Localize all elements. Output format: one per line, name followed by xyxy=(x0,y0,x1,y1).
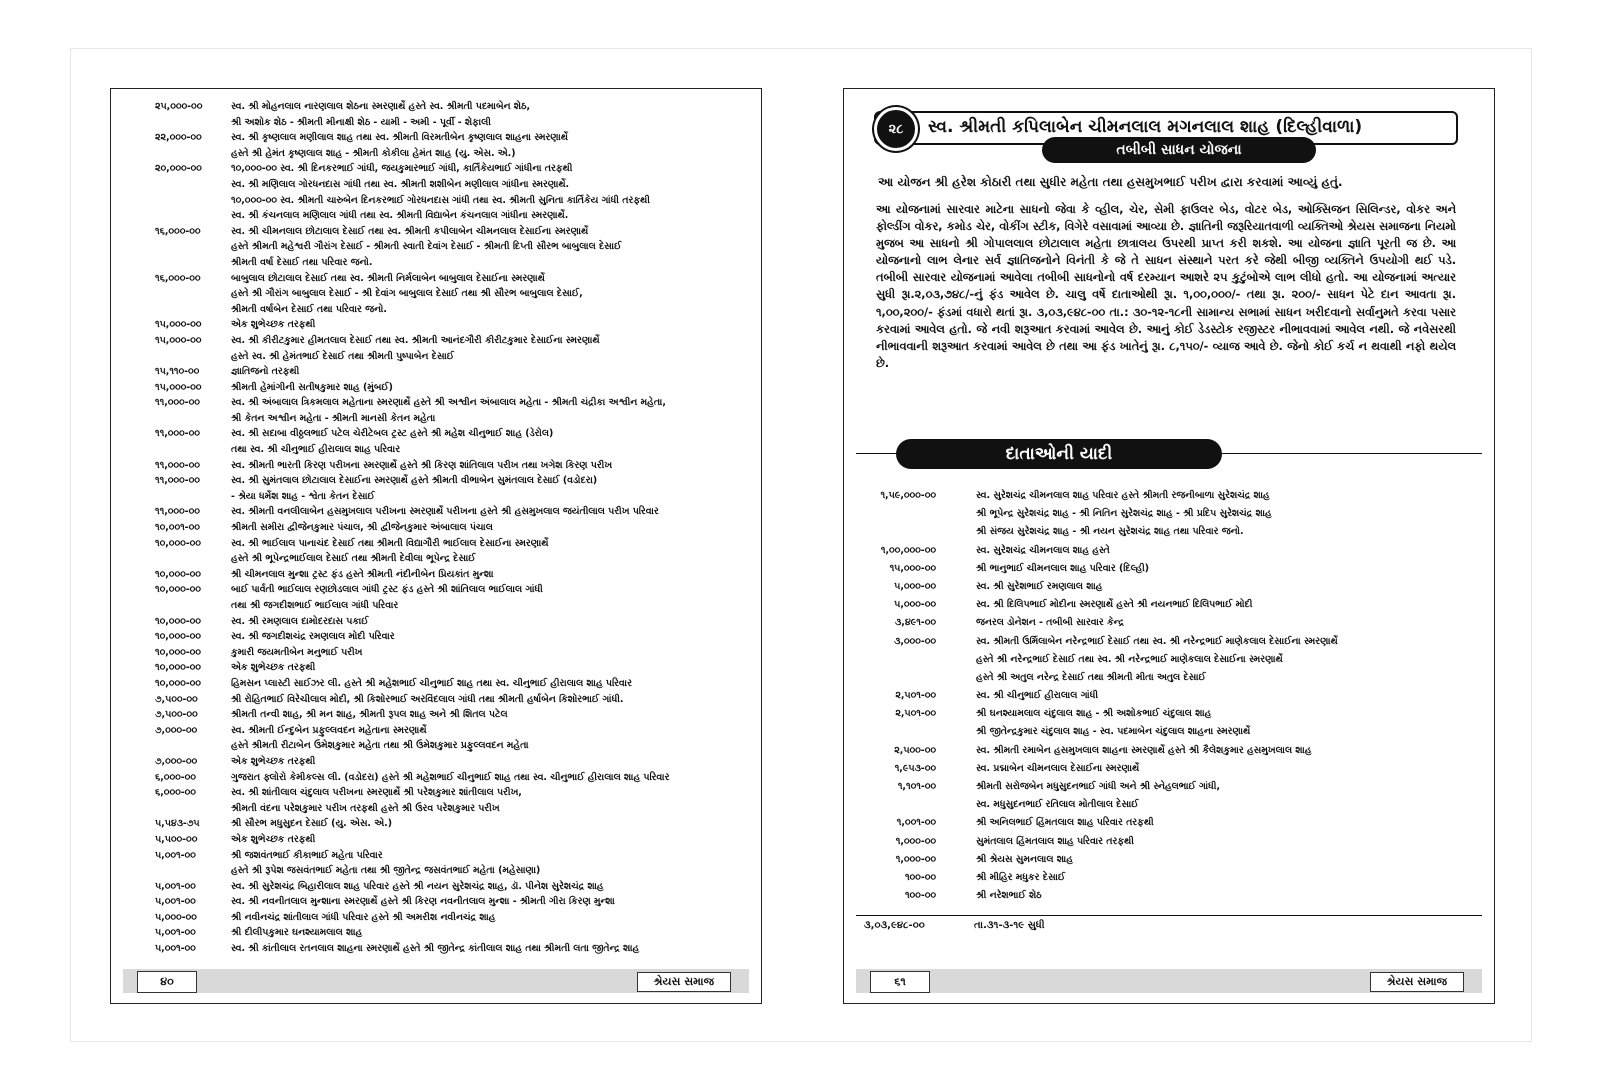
donor-text: હસ્તે શ્રીમતી રીટાબેન ઉમેશકુમાર મહેતા તથા શ્રી ઉમેશકુમાર પ્રફુલ્લવદન મહેતા xyxy=(231,740,529,752)
donation-row xyxy=(125,770,749,786)
donation-row xyxy=(125,692,749,708)
donation-row xyxy=(858,705,1480,723)
donation-row xyxy=(125,271,749,287)
donation-amount: ૫,૦૦૧-૦૦ xyxy=(155,896,196,908)
donation-row xyxy=(125,333,749,349)
donor-text: એક શુભેચ્છક તરફથી xyxy=(231,662,316,674)
donor-text: સ્વ. શ્રીમતી રમાબેન હસમુખલાલ શાહના સ્મરણાર્થે હસ્તે શ્રી કૈલેશકુમાર હસમુખલાલ શાહ xyxy=(976,744,1312,756)
donor-text: હસ્તે શ્રી રૂપેશ જસવંતભાઈ મહેતા તથા શ્રી જીતેન્દ્ર જસવંતભાઈ મહેતા (મહેસાણા) xyxy=(231,865,541,877)
donor-text: તથા શ્રી જગદીશભાઈ ભાઈલાલ ગાંધી પરિવાર xyxy=(231,600,399,611)
donor-text: હસ્તે શ્રી નરેન્દ્રભાઈ દેસાઈ તથા સ્વ. શ્રી નરેન્દ્રભાઈ માણેકલાલ દેસાઈના સ્મરણાર્થે xyxy=(976,653,1283,665)
donor-text: શ્રી શ્રેયસ સુમનલાલ શાહ xyxy=(976,853,1073,865)
donation-amount: ૩,૪૯૧-૦૦ xyxy=(895,617,936,629)
donor-text: સ્વ. શ્રી અંબાલાલ ત્રિકમલાલ મહેતાના સ્મરણાર્થે હસ્તે શ્રી અશ્વીન અંબાલાલ મહેતા - શ્રીમતી ચંદ્રીકા અશ્વીન મહેતા, xyxy=(231,397,666,409)
donor-text: એક શુભેચ્છક તરફથી xyxy=(231,319,316,331)
donation-amount: ૧૦,૦૦૦-૦૦ xyxy=(155,584,201,596)
donor-text: શ્રી ચીમનલાલ મુન્શા ટ્રસ્ટ ફંડ હસ્તે શ્રીમતી નંદીનીબેન પ્રિયકાંત મુન્શા xyxy=(231,568,494,580)
donation-amount: ૧૧,૦૦૦-૦૦ xyxy=(155,475,200,487)
donation-row xyxy=(125,738,749,754)
donation-row xyxy=(125,411,749,427)
donor-text: સ્વ. શ્રી ચીમનલાલ છોટાલાલ દેસાઈ તથા સ્વ. શ્રીમતી કપીલાબેન ચીમનલાલ દેસાઈના સ્મરણાર્થે xyxy=(231,225,589,237)
donor-text: શ્રીમતી સરોજબેન મધુસુદનભાઈ ગાંધી અને શ્રી સ્નેહલભાઈ ગાંધી, xyxy=(976,781,1221,792)
donation-amount xyxy=(125,208,231,224)
donation-amount: ૧૧,૦૦૦-૦૦ xyxy=(155,459,200,471)
donation-amount: ૧૦,૦૦૦-૦૦ xyxy=(155,631,201,643)
donor-text: શ્રીમતી વંદના પરેશકુમાર પરીખ તરફથી હસ્તે શ્રી ઉરવ પરેશકુમાર પરીખ xyxy=(231,802,500,814)
donation-row xyxy=(125,910,749,926)
donation-amount xyxy=(858,723,966,741)
donor-text: શ્રી દીલીપકુમાર ઘનશ્યામલાલ શાહ xyxy=(231,927,363,939)
donation-amount: ૭,૫૦૦-૦૦ xyxy=(155,709,198,721)
donor-text: ૧૦,૦૦૦-૦૦ સ્વ. શ્રીમતી ચારુબેન દિનકરભાઈ ગોરધનદાસ ગાંધી તથા સ્વ. શ્રીમતી સુનિતા કાર્તિકેય ગાંધી તરફથી xyxy=(231,194,650,206)
donor-text: સ્વ. પ્રદ્માબેન ચીમનલાલ દેસાઈના સ્મરણાર્થે xyxy=(976,762,1140,774)
donation-row xyxy=(858,669,1480,687)
left-donation-list xyxy=(125,99,749,957)
donation-row xyxy=(125,504,749,520)
donation-row xyxy=(125,520,749,536)
magazine-name: શ્રેયસ સમાજ xyxy=(637,972,732,992)
donor-text: શ્રીમતી તન્વી શાહ, શ્રી મન શાહ, શ્રીમતી રૂપલ શાહ અને શ્રી શિતલ પટેલ xyxy=(231,709,508,721)
donation-row xyxy=(125,801,749,817)
donor-text: તથા સ્વ. શ્રી ચીનુભાઈ હીરાલાલ શાહ પરિવાર xyxy=(231,444,401,456)
magazine-name: શ્રેયસ સમાજ xyxy=(1370,972,1465,992)
donation-row xyxy=(125,130,749,146)
donation-amount: ૨,૫૦૧-૦૦ xyxy=(895,690,936,702)
donation-row xyxy=(125,925,749,941)
donation-row xyxy=(858,633,1480,651)
donation-row xyxy=(125,785,749,801)
donor-text: હસ્તે શ્રી અતુલ નરેન્દ્ર દેસાઈ તથા શ્રીમતી મીતા અતુલ દેસાઈ xyxy=(976,671,1206,683)
donation-amount xyxy=(125,349,231,365)
donor-text: સુમંતલાલ હિંમતલાલ શાહ પરિવાર તરફથી xyxy=(976,835,1134,847)
donation-row xyxy=(858,614,1480,632)
donation-amount: ૧૦,૦૦૦-૦૦ xyxy=(155,662,201,674)
donation-row xyxy=(125,146,749,162)
donation-row xyxy=(858,723,1480,741)
donor-text: બાબુલાલ છોટાલાલ દેસાઈ તથા સ્વ. શ્રીમતી નિર્મલાબેન બાબુલાલ દેસાઈના સ્મરણાર્થે xyxy=(231,272,545,284)
donation-amount: ૧૫,૦૦૦-૦૦ xyxy=(155,319,202,331)
donation-amount: ૧૦,૦૦૧-૦૦ xyxy=(155,522,200,534)
donor-text: સ્વ. શ્રી ચીનુભાઈ હીરાલાલ ગાંધી xyxy=(976,690,1099,702)
donation-row xyxy=(125,645,749,661)
donor-text: સ્વ. શ્રી કંચનલાલ મણિલાલ ગાંધી તથા સ્વ. શ્રીમતી વિદ્યાબેન કંચનલાલ ગાંધીના સ્મરણાર્થે. xyxy=(231,210,569,222)
donation-amount xyxy=(125,863,231,879)
donation-amount xyxy=(858,523,966,541)
donation-row xyxy=(858,760,1480,778)
donation-amount xyxy=(858,651,966,669)
donor-text: સ્વ. શ્રી નવનીતલાલ મુન્શાના સ્મરણાર્થે હસ્તે શ્રી કિરણ નવનીતલાલ મુન્શા - શ્રીમતી ગીરા કિરણ મુન્શા xyxy=(231,896,615,908)
donor-text: સ્વ. શ્રી કૃષ્ણલાલ મણીલાલ શાહ તથા સ્વ. શ્રીમતી વિરમતીબેન કૃષ્ણલાલ શાહના સ્મરણાર્થે xyxy=(231,132,568,144)
donor-text: ૧૦,૦૦૦-૦૦ સ્વ. શ્રી દિનકરભાઈ ગાંધી, જયકુમારભાઈ ગાંધી, કાર્તિકેયભાઈ ગાંધીના તરફથી xyxy=(231,163,573,175)
donation-row xyxy=(125,115,749,131)
donation-row xyxy=(858,778,1480,796)
donation-row xyxy=(125,676,749,692)
donor-text: હસ્તે શ્રી ગૌરાંગ બાબુલાલ દેસાઈ - શ્રી દેવાંગ બાબુલાલ દેસાઈ તથા શ્રી સૌરભ બાબુલાલ દેસાઈ, xyxy=(231,288,583,300)
donation-amount xyxy=(125,255,231,271)
donation-row xyxy=(858,687,1480,705)
donation-amount xyxy=(125,801,231,817)
donation-amount: ૨૦,૦૦૦-૦૦ xyxy=(155,163,202,175)
scheme-title: સ્વ. શ્રીમતી કપિલાબેન ચીમનલાલ મગનલાલ શાહ (દિલ્હીવાળા) xyxy=(928,117,1363,137)
donation-amount: ૧૬,૦૦૦-૦૦ xyxy=(155,225,201,237)
donation-row xyxy=(125,816,749,832)
donor-text: હિમસન પ્લાસ્ટી સાઈઝર લી. હસ્તે શ્રી મહેશભાઈ ચીનુભાઈ શાહ તથા સ્વ. ચીનુભાઈ હીરાલાલ શાહ પરિવાર xyxy=(231,677,632,689)
donation-row xyxy=(125,458,749,474)
donation-row xyxy=(125,161,749,177)
donation-row xyxy=(858,742,1480,760)
donation-amount: ૧૫,૦૦૦-૦૦ xyxy=(155,381,202,393)
donation-row xyxy=(125,848,749,864)
donation-amount: ૧,૫૯,૦૦૦-૦૦ xyxy=(880,490,936,501)
donor-text: જ્ઞાતિજનો તરફથી xyxy=(231,366,300,378)
donor-text: સ્વ. શ્રી સુમંતલાલ છોટાલાલ દેસાઈના સ્મરણાર્થે હસ્તે શ્રીમતી વીભાબેન સુમંતલાલ દેસાઈ (વડોદરા) xyxy=(231,475,598,487)
total-amount: ૩,૦૩,૯૪૮-૦૦ xyxy=(864,920,925,931)
donor-text: હસ્તે શ્રી હેમંત કૃષ્ણલાલ શાહ - શ્રીમતી કોકીલા હેમંત શાહ (યુ. એસ. એ.) xyxy=(231,147,516,159)
donation-row xyxy=(858,651,1480,669)
donor-text: શ્રીમતી વર્ષાબેન દેસાઈ તથા પરિવાર જનો. xyxy=(231,303,387,315)
donor-text: શ્રી ભૂપેન્દ્ર સુરેશચંદ્ર શાહ - શ્રી નિતિન સુરેશચંદ્ર શાહ - શ્રી પ્રદિપ સુરેશચંદ્ર શાહ xyxy=(976,508,1272,520)
donation-amount: ૧૧,૦૦૦-૦૦ xyxy=(155,428,200,440)
donation-row xyxy=(125,536,749,552)
donor-text: એક શુભેચ્છક તરફથી xyxy=(231,833,316,845)
donation-amount: ૫,૦૦૦-૦૦ xyxy=(894,599,936,611)
scheme-subtitle: તબીબી સાધન યોજના xyxy=(1042,137,1316,163)
right-footer xyxy=(856,969,1482,993)
donation-amount: ૨૨,૦૦૦-૦૦ xyxy=(155,132,202,144)
donor-text: સ્વ. શ્રીમતી ઉર્મિલાબેન નરેન્દ્રભાઈ દેસાઈ તથા સ્વ. શ્રી નરેન્દ્રભાઈ માણેકલાલ દેસાઈના સ્મરણાર્થે xyxy=(976,635,1338,647)
donation-amount xyxy=(125,302,231,318)
donor-text: ગુજરાત ફ્લોરો કેમીકલ્સ લી. (વડોદરા) હસ્તે શ્રી મહેશભાઈ ચીનુભાઈ શાહ તથા સ્વ. ચીનુભાઈ હીરાલાલ શાહ પરિવાર xyxy=(231,771,670,783)
page-number: ૬૧ xyxy=(870,971,930,993)
donor-text: શ્રી રોહિતભાઈ વિરેચીલાલ મોદી, શ્રી કિશોરભાઈ અરવિંદલાલ ગાંધી તથા શ્રીમતી હર્ષાબેન કિશોરભાઈ ગાંધી. xyxy=(231,693,624,705)
donation-amount: ૧,૦૦૧-૦૦ xyxy=(896,817,936,829)
donation-amount xyxy=(125,411,231,427)
total-label: તા.૩૧-૩-૧૯ સુધી xyxy=(974,920,1045,931)
donor-text: સ્વ. શ્રી દિલિપભાઈ મોદીના સ્મરણાર્થે હસ્તે શ્રી નયનભાઈ દિલિપભાઈ મોદી xyxy=(976,599,1253,611)
donation-row xyxy=(125,614,749,630)
donation-amount: ૭,૦૦૦-૦૦ xyxy=(155,724,198,736)
donation-row xyxy=(125,395,749,411)
donation-row xyxy=(125,629,749,645)
donation-row xyxy=(125,349,749,365)
donation-row xyxy=(125,302,749,318)
donation-amount: ૨૫,૦૦૦-૦૦ xyxy=(155,101,203,112)
donation-row xyxy=(125,239,749,255)
donation-row xyxy=(125,224,749,240)
donation-row xyxy=(125,380,749,396)
donation-amount xyxy=(858,669,966,687)
donation-row xyxy=(125,208,749,224)
donor-text: સ્વ. શ્રી ભાઈલાલ પાનાચંદ દેસાઈ તથા શ્રીમતી વિદ્યાગૌરી ભાઈલાલ દેસાઈના સ્મરણાર્થે xyxy=(231,537,549,549)
donation-amount: ૧,૦૦૦-૦૦ xyxy=(895,835,936,847)
donation-amount xyxy=(125,442,231,458)
donor-text: સ્વ. શ્રી મોહનલાલ નારણલાલ શેઠના સ્મરણાર્થે હસ્તે સ્વ. શ્રીમતી પદમાબેન શેઠ, xyxy=(231,101,531,112)
donation-row xyxy=(858,505,1480,523)
donation-amount xyxy=(125,489,231,505)
donor-text: સ્વ. શ્રીમતી ઈન્દુબેન પ્રફુલ્લવદન મહેતાના સ્મરણાર્થે xyxy=(231,724,427,736)
donor-text: એક શુભેચ્છક તરફથી xyxy=(231,755,316,767)
donation-row xyxy=(125,286,749,302)
donation-row xyxy=(858,560,1480,578)
donation-amount: ૧૦,૦૦૦-૦૦ xyxy=(155,646,201,658)
donor-text: હસ્તે સ્વ. શ્રી હેમંતભાઈ દેસાઈ તથા શ્રીમતી પુષ્પાબેન દેસાઈ xyxy=(231,350,454,362)
donor-text: સ્વ. સુરેશચંદ્ર ચીમનલાલ શાહ હસ્તે xyxy=(976,544,1110,556)
donation-row xyxy=(125,551,749,567)
donor-text: સ્વ. શ્રી જગદીશચંદ્ર રમણલાલ મોદી પરિવાર xyxy=(231,631,395,643)
donor-text: હસ્તે શ્રી ભૂપેન્દ્રભાઈલાલ દેસાઈ તથા શ્રીમતી દેવીલા ભૂપેન્દ્ર દેસાઈ xyxy=(231,553,476,565)
donation-amount: ૫,૫૦૦-૦૦ xyxy=(155,833,198,845)
donation-row xyxy=(125,317,749,333)
donor-text: શ્રી મીહિર મધુકર દેસાઈ xyxy=(976,871,1066,883)
donation-row xyxy=(858,814,1480,832)
donor-text: શ્રીમતી સમીરા દ્વીજેનકુમાર પંચાલ, શ્રી દ્વીજેનકુમાર અંબાલાલ પંચાલ xyxy=(231,522,493,534)
donation-amount xyxy=(125,286,231,302)
donation-amount: ૫,૦૦૧-૦૦ xyxy=(155,943,196,955)
donation-amount: ૬,૦૦૦-૦૦ xyxy=(155,771,196,783)
donor-text: સ્વ. સુરેશચંદ્ર ચીમનલાલ શાહ પરિવાર હસ્તે શ્રીમતી રજનીબાળા સુરેશચંદ્ર શાહ xyxy=(976,490,1270,501)
donation-row xyxy=(125,177,749,193)
donation-amount: ૫,૫૪૩-૭૫ xyxy=(155,818,200,830)
donation-amount: ૧૬,૦૦૦-૦૦ xyxy=(155,272,201,284)
donor-text: શ્રી સૌરભ મધુસુદન દેસાઈ (યુ. એસ. એ.) xyxy=(231,818,392,830)
donation-amount: ૬,૦૦૦-૦૦ xyxy=(155,787,196,799)
donor-text: સ્વ. શ્રીમતી ભારતી કિરણ પરીખના સ્મરણાર્થે હસ્તે શ્રી કિરણ શાંતિલાલ પરીખ તથા ખગેશ કિરણ પરીખ xyxy=(231,459,613,471)
donor-text: સ્વ. શ્રી સુરેશચંદ્ર બિહારીલાલ શાહ પરિવાર હસ્તે શ્રી નયન સુરેશચંદ્ર શાહ, ડૉ. પીનેશ સુરેશચંદ્ર શાહ xyxy=(231,880,604,892)
donation-amount: ૧૦,૦૦૦-૦૦ xyxy=(155,615,201,627)
donation-amount: ૧૧,૦૦૦-૦૦ xyxy=(155,506,200,518)
donation-amount: ૧,૯૫૩-૦૦ xyxy=(894,762,936,774)
donors-heading: દાતાઓની યાદી xyxy=(896,439,1222,469)
scheme-description: આ યોજનામાં સારવાર માટેના સાધનો જેવા કે વ્હીલ, ચેર, સેમી ફાઉલર બેડ, વોટર બેડ, ઓક્સિજન સિલિન્ડર, વોકર અને ફોલ્ડીંગ વોકર, કમોડ ચેર, વોકીંગ સ્ટીક, વિગેરે વસાવામાં આવ્યા છે. જ્ઞાતિની જરૂરિયાતવાળી વ્યક્તિઓ શ્રેયસ સમાજના નિયમો મુજબ આ સાધનો શ્રી ગોપાલલાલ છોટાલાલ મહેતા છાત્રાલય ઉપરથી પ્રાપ્ત કરી શકશે. આ યોજના જ્ઞાતિ પૂરતી જ છે. આ યોજનાનો લાભ લેનાર સર્વ જ્ઞાતિજનોને વિનંતી કે જે તે સાધન સંસ્થાને પરત કરે જેથી બીજી વ્યક્તિને ઉપયોગી થઈ પડે. તબીબી સારવાર યોજનામાં આવેલા તબીબી સાધનોનો વર્ષ દરમ્યાન આશરે ૨૫ કુટુંબોએ લાભ લીધો હતો. આ યોજનામાં અત્યાર સુધી રૂા.૨,૦૩,૭૪૮/-નું ફંડ આવેલ છે. ચાલુ વર્ષે દાતાઓથી રૂા. ૧,૦૦,૦૦૦/- તથા રૂા. ૨૦૦/- સાધન પેટે દાન આવતા રૂા. ૧,૦૦,૨૦૦/- ફંડમાં વધારો થતાં રૂા. ૩,૦૩,૯૪૮-૦૦ તા.: ૩૦-૧૨-૧૮ની સામાન્ય સભામાં સાધન ખરીદવાનો સર્વાનુમતે કરવા પસાર કરવામાં આવેલ હતો. જે નવી શરૂઆત કરવામાં આવેલ છે. આનું કોઈ ડેડસ્ટોક રજીસ્ટર નીભાવવામાં આવેલ નથી. જે નવેસરથી નીભાવવાની શરૂઆત કરવામાં આવેલ છે તથા આ ફંડ ખાતેનું રૂા. ૮,૧૫૦/- વ્યાજ આવે છે. જેનો કોઈ કર્ચ ન થવાથી નફો થયેલ છે. xyxy=(876,203,1456,370)
left-footer xyxy=(123,969,749,993)
donor-text: હસ્તે શ્રીમતી મહેશ્વરી ગૌરાંગ દેસાઈ - શ્રીમતી સ્વાતી દેવાંગ દેસાઈ - શ્રીમતી દિપ્તી સૌરભ બાબુલાલ દેસાઈ xyxy=(231,241,622,253)
donor-text: સ્વ. શ્રી રમણલાલ દામોદરદાસ પકાઈ xyxy=(231,615,369,627)
donor-text: સ્વ. શ્રી શાંતીલાલ ચંદુલાલ પરીખના સ્મરણાર્થે શ્રી પરેશકુમાર શાંતીલાલ પરીખ, xyxy=(231,787,522,799)
donor-text: સ્વ. શ્રી કીરીટકુમાર હીમતલાલ દેસાઈ તથા સ્વ. શ્રીમતી આનંદગૌરી કીરીટકુમાર દેસાઈના સ્મરણાર્થે xyxy=(231,334,600,346)
donation-row xyxy=(125,193,749,209)
donation-row xyxy=(125,863,749,879)
donor-text: સ્વ. શ્રી મણિલાલ ગોરધનદાસ ગાંધી તથા સ્વ. શ્રીમતી શશીબેન મણીલાલ ગાંધીના સ્મરણાર્થે. xyxy=(231,178,570,190)
donation-amount: ૨,૫૦૦-૦૦ xyxy=(894,744,936,756)
donation-amount xyxy=(858,796,966,814)
donation-row xyxy=(125,364,749,380)
donor-text: શ્રી અનિલભાઈ હિંમતલાલ શાહ પરિવાર તરફથી xyxy=(976,817,1154,829)
donation-row xyxy=(858,869,1480,887)
donor-text: - શ્રેયા ધર્મેશ શાહ - શ્વેતા કેતન દેસાઈ xyxy=(231,490,375,502)
donation-amount: ૩,૦૦૦-૦૦ xyxy=(894,635,936,647)
donor-text: શ્રી નરેશભાઈ શેઠ xyxy=(976,890,1042,902)
donor-text: શ્રીમતી વર્ષા દેસાઈ તથા પરિવાર જનો. xyxy=(231,256,373,268)
donation-row xyxy=(858,596,1480,614)
donation-amount: ૧૦,૦૦૦-૦૦ xyxy=(155,677,201,689)
donation-row xyxy=(125,426,749,442)
donor-text: શ્રીમતી હેમાંગીની સતીષકુમાર શાહ (મુંબઈ) xyxy=(231,381,393,393)
donor-text: સ્વ. શ્રીમતી વનલીલાબેન હસમુખલાલ પરીખના સ્મરણાર્થે પરીખના હસ્તે શ્રી હસમુખલાલ જયંતીલાલ પરીખ પરિવાર xyxy=(231,506,659,518)
donation-row xyxy=(125,723,749,739)
donation-amount xyxy=(125,146,231,162)
donation-row xyxy=(125,879,749,895)
donation-amount: ૧૫,૦૦૦-૦૦ xyxy=(155,334,202,346)
donor-text: શ્રી નવીનચંદ્ર શાંતીલાલ ગાંધી પરિવાર હસ્તે શ્રી અમરીશ નવીનચંદ્ર શાહ xyxy=(231,911,496,923)
donor-text: શ્રી ઘનશ્યામલાલ ચંદુલાલ શાહ - શ્રી અશોકભાઈ ચંદુલાલ શાહ xyxy=(976,708,1212,720)
donation-amount xyxy=(125,177,231,193)
donation-amount xyxy=(125,239,231,255)
donation-amount xyxy=(125,115,231,131)
donor-text: જનરલ ડોનેશન - તબીબી સારવાર કેન્દ્ર xyxy=(976,617,1124,629)
donation-amount: ૫,૦૦૧-૦૦ xyxy=(155,927,196,939)
donor-text: શ્રી ભાનુભાઈ ચીમનલાલ શાહ પરિવાર (દિલ્હી) xyxy=(976,562,1150,574)
donation-row xyxy=(125,660,749,676)
donation-amount: ૧૦,૦૦૦-૦૦ xyxy=(155,537,201,549)
donor-text: કુમારી જયમતીબેન મનુભાઈ પરીખ xyxy=(231,646,363,658)
scheme-number-badge: ૨૮ xyxy=(874,107,918,151)
left-page xyxy=(110,88,762,1004)
donation-amount: ૨,૫૦૧-૦૦ xyxy=(895,708,936,720)
donation-amount xyxy=(125,551,231,567)
donation-amount: ૧,૦૦,૦૦૦-૦૦ xyxy=(880,544,936,556)
donation-row xyxy=(858,796,1480,814)
donation-row xyxy=(858,833,1480,851)
donor-text: બાઈ પાર્વતી ભાઈલાલ રણછોડલાલ ગાંધી ટ્રસ્ટ ફંડ હસ્તે શ્રી શાંતિલાલ ભાઈલાલ ગાંધી xyxy=(231,584,543,596)
donor-text: શ્રી સંજય સુરેશચંદ્ર શાહ - શ્રી નયન સુરેશચંદ્ર શાહ તથા પરિવાર જનો. xyxy=(976,526,1244,538)
donation-row xyxy=(858,487,1480,505)
donor-text: સ્વ. શ્રી કાંતીલાલ રતનલાલ શાહના સ્મરણાર્થે હસ્તે શ્રી જીતેન્દ્ર કાંતીલાલ શાહ તથા શ્રીમતી લતા જીતેન્દ્ર શાહ xyxy=(231,943,640,955)
donation-row xyxy=(125,473,749,489)
donation-amount: ૧૫,૧૧૦-૦૦ xyxy=(155,366,200,378)
donor-text: શ્રી જશવંતભાઈ કીકાભાઈ મહેતા પરિવાર xyxy=(231,849,383,861)
donor-text: શ્રી કેતન અશ્વીન મહેતા - શ્રીમતી માનસી કેતન મહેતા xyxy=(231,412,436,424)
donation-row xyxy=(125,567,749,583)
donation-amount: ૧૦,૦૦૦-૦૦ xyxy=(155,568,201,580)
donor-text: સ્વ. મધુસુદનભાઈ રતિલાલ મોતીલાલ દેસાઈ xyxy=(976,799,1139,811)
donation-row xyxy=(125,489,749,505)
donation-row xyxy=(125,894,749,910)
donation-row xyxy=(858,578,1480,596)
donation-row xyxy=(858,851,1480,869)
total-row xyxy=(856,915,1482,931)
donation-amount xyxy=(125,193,231,209)
donation-row xyxy=(125,442,749,458)
donation-row xyxy=(125,255,749,271)
donation-row xyxy=(125,598,749,614)
donation-row xyxy=(125,707,749,723)
donation-amount: ૧૦૦-૦૦ xyxy=(904,871,936,883)
donation-row xyxy=(858,887,1480,905)
donation-amount: ૭,૫૦૦-૦૦ xyxy=(155,693,198,705)
lead-sentence: આ યોજન શ્રી હરેશ કોઠારી તથા સુધીર મહેતા તથા હસમુખભાઈ પરીખ દ્વારા કરવામાં આવ્યું હતું. xyxy=(878,175,1343,189)
donation-amount: ૧૦૦-૦૦ xyxy=(904,890,936,902)
donation-row xyxy=(858,542,1480,560)
donation-row xyxy=(125,582,749,598)
donor-text: શ્રી જીતેન્દ્રકુમાર ચંદુલાલ શાહ - સ્વ. પદમાબેન ચંદુલાલ શાહના સ્મરણાર્થે xyxy=(976,726,1251,738)
donation-row xyxy=(125,99,749,115)
page-number: ૪૦ xyxy=(137,971,197,993)
donation-amount: ૧૫,૦૦૦-૦૦ xyxy=(889,562,936,574)
donation-amount: ૭,૦૦૦-૦૦ xyxy=(155,755,198,767)
right-page xyxy=(843,88,1495,1004)
donor-text: શ્રી અશોક શેઠ - શ્રીમતી મીનાક્ષી શેઠ - યામી - અમી - પૂર્વી - શેફાલી xyxy=(231,116,491,128)
donation-row xyxy=(125,832,749,848)
donation-amount: ૧,૦૦૦-૦૦ xyxy=(895,853,936,865)
donor-text: સ્વ. શ્રી સદાબા વીઠ્ઠલભાઈ પટેલ ચેરીટેબલ ટ્રસ્ટ હસ્તે શ્રી મહેશ ચીનુભાઈ શાહ (ડેરોલ) xyxy=(231,428,554,440)
donation-row xyxy=(125,754,749,770)
donation-amount xyxy=(125,738,231,754)
donation-row xyxy=(858,523,1480,541)
donation-row xyxy=(125,941,749,957)
donation-amount: ૫,૦૦૦-૦૦ xyxy=(155,911,197,923)
donation-amount: ૫,૦૦૦-૦૦ xyxy=(894,580,936,592)
donation-amount xyxy=(125,598,231,614)
donation-amount xyxy=(858,505,966,523)
donation-amount: ૧૧,૦૦૦-૦૦ xyxy=(155,397,200,409)
donor-text: સ્વ. શ્રી સુરેશભાઈ રમણલાલ શાહ xyxy=(976,580,1103,592)
donor-list xyxy=(858,487,1480,905)
donation-amount: ૧,૧૦૧-૦૦ xyxy=(897,781,936,792)
donation-amount: ૫,૦૦૧-૦૦ xyxy=(155,849,196,861)
donation-amount: ૫,૦૦૧-૦૦ xyxy=(155,880,196,892)
